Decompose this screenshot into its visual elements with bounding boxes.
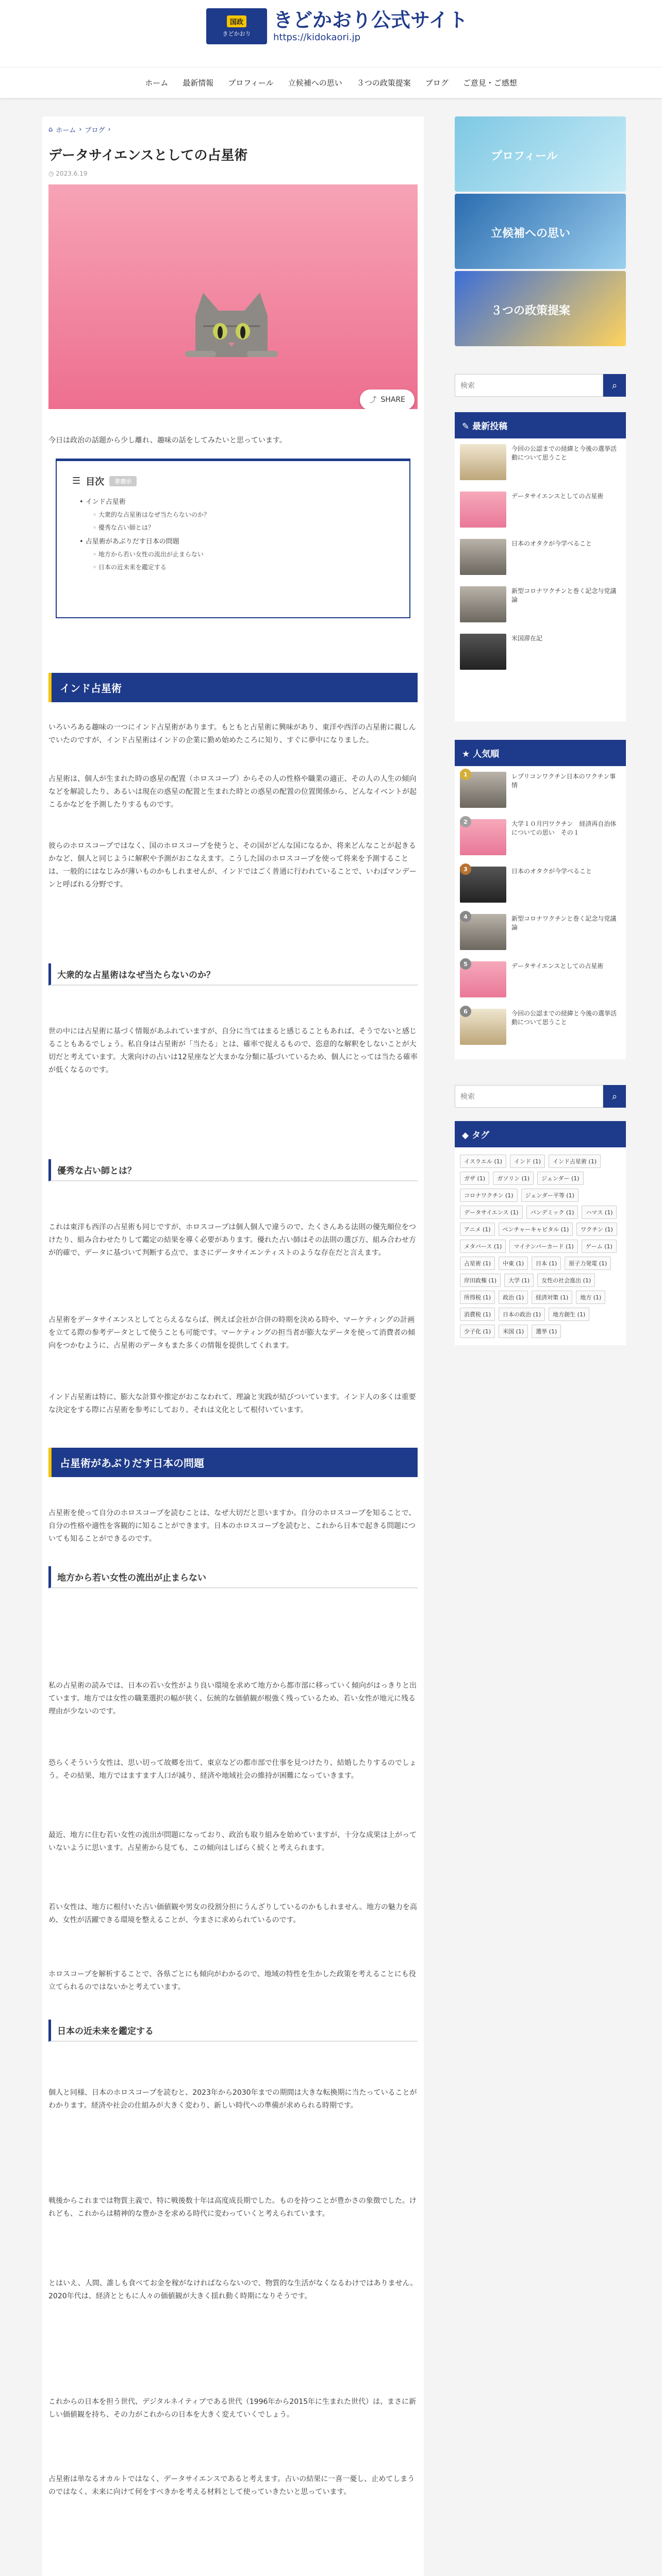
- popular-post-item[interactable]: [455, 956, 626, 1003]
- tag-link[interactable]: 大学 (1): [504, 1274, 534, 1287]
- latest-post-title[interactable]: 日本のオタクが今学べること: [511, 540, 592, 547]
- toc-item[interactable]: ◦ 日本の近未来を鑑定する: [93, 563, 167, 571]
- latest-posts-list: [455, 438, 626, 675]
- tag-link[interactable]: コロナワクチン (1): [460, 1189, 518, 1202]
- tag-link[interactable]: ジェンダー平等 (1): [521, 1189, 578, 1202]
- tag-link[interactable]: 経済対策 (1): [532, 1291, 572, 1304]
- breadcrumb: [48, 125, 418, 134]
- tag-link[interactable]: 地方創生 (1): [549, 1308, 589, 1321]
- tag-link[interactable]: 少子化 (1): [460, 1325, 495, 1338]
- paragraph: 彼らのホロスコープではなく、国のホロスコープを使うと、その国がどんな国になるか、将来どんなことが起きるかなど、個人と同じように解釈や予測がおこなえます。こうした国のホロスコープを使って将来を予測することは、一般的にはなじみが薄いものかもしれませんが、インドではごく普通に行われていることで、いわばマンデーンと呼ばれる分野です。: [48, 842, 417, 889]
- post-thumbnail: [460, 586, 506, 622]
- share-button[interactable]: [360, 389, 415, 409]
- main-content: [42, 116, 424, 2576]
- tags-title: タグ: [472, 1130, 489, 1141]
- latest-post-item[interactable]: [455, 486, 626, 533]
- paragraph: とはいえ、人間、誰しも食べてお金を稼がなければならないので、物質的な生活がなくなるわけではありません。2020年代は、経済とともに人々の価値観が大きく揺れ動く時期になりそうです。: [48, 2279, 418, 2300]
- popular-post-item[interactable]: [455, 766, 626, 814]
- popular-post-title[interactable]: 新型コロナワクチンと巻く記念与党議論: [511, 915, 617, 931]
- post-thumbnail: [460, 819, 506, 855]
- paragraph: 戦後からこれまでは物質主義で、特に戦後数十年は高度成長期でした。ものを持つことが豊かさの象徴でした。けれども、これからは精神的な豊かさを求める時代に変わっていくと考えられています。: [48, 2197, 417, 2218]
- toc-item[interactable]: • 占星術があぶりだす日本の問題: [79, 537, 179, 546]
- post-date-text: 2023.6.19: [56, 170, 88, 177]
- chevron-right-icon: ›: [108, 126, 111, 133]
- latest-post-title[interactable]: 新型コロナワクチンと巻く記念与党議論: [511, 587, 617, 603]
- tag-link[interactable]: ベンチャーキャピタル (1): [499, 1223, 573, 1236]
- pencil-icon: ✎: [462, 421, 473, 432]
- tag-link[interactable]: 地方 (1): [576, 1291, 605, 1304]
- tags-heading: [455, 1121, 626, 1147]
- search-icon: ⌕: [611, 380, 618, 391]
- paragraph: 占星術は単なるオカルトではなく、データサイエンスであると考えます。占いの結果に一喜一憂し、止めてしまうのではなく、未来に向けて何をすべきかを考える材料として使っていきたいと思っています。: [48, 2475, 415, 2496]
- nav-profile[interactable]: プロフィール: [228, 78, 274, 88]
- popular-post-title[interactable]: データサイエンスとしての占星術: [511, 962, 604, 970]
- rank-badge: 6: [460, 1006, 471, 1017]
- tag-link[interactable]: 政治 (1): [499, 1291, 528, 1304]
- popular-post-title[interactable]: 今回の公認までの経緯と今後の選挙活動について思うこと: [511, 1010, 617, 1026]
- tag-link[interactable]: 所得税 (1): [460, 1291, 495, 1304]
- nav-contact[interactable]: ご意見・ご感想: [462, 78, 517, 88]
- latest-post-item[interactable]: [455, 438, 626, 486]
- tag-link[interactable]: 原子力発電 (1): [565, 1257, 611, 1270]
- chevron-right-icon: ›: [79, 126, 82, 133]
- post-intro: 今日は政治の話題から少し離れ、趣味の話をしてみたいと思っています。: [48, 436, 287, 445]
- tag-link[interactable]: ガソリン (1): [493, 1172, 534, 1185]
- popular-post-item[interactable]: [455, 1003, 626, 1050]
- subsection-heading: 日本の近未来を鑑定する: [48, 2020, 418, 2042]
- banner-candidacy[interactable]: [455, 194, 626, 269]
- tag-link[interactable]: インド占星術 (1): [549, 1155, 601, 1168]
- tag-link[interactable]: 中東 (1): [499, 1257, 528, 1270]
- tag-icon: ◆: [462, 1130, 472, 1141]
- tag-link[interactable]: 米国 (1): [499, 1325, 528, 1338]
- post-thumbnail: [460, 1009, 506, 1045]
- toc-header: [72, 474, 394, 488]
- global-nav: [0, 67, 662, 98]
- tag-link[interactable]: メタバース (1): [460, 1240, 506, 1253]
- post-thumbnail: [460, 492, 506, 528]
- popular-posts-heading: [455, 740, 626, 766]
- paragraph: これからの日本を担う世代、デジタルネイティブである世代（1996年から2015年に生まれた世代）は、まさに新しい価値観を持ち、その力がこれからの日本を大きく変えていくでしょう。: [48, 2398, 417, 2419]
- tag-link[interactable]: ハマス (1): [582, 1206, 617, 1219]
- toc-item[interactable]: • インド占星術: [79, 498, 126, 506]
- paragraph: 世の中には占星術に基づく情報があふれていますが、自分に当てはまると感じることもあれば、そうでないと感じることもあるでしょう。私自身は占星術が「当たる」とは、確率で捉えるもので、恣意的な解釈をしないことが大切だと考えています。大衆向けの占いは12星座など大まかな分類に基づいているため、個人にとっては当たる確率が低くなるのです。: [48, 1027, 418, 1074]
- breadcrumb-home[interactable]: ホーム: [56, 127, 76, 134]
- nav-news[interactable]: 最新情報: [183, 78, 214, 88]
- post-thumbnail: [460, 539, 506, 575]
- nav-blog[interactable]: ブログ: [425, 78, 449, 88]
- post-thumbnail: [460, 444, 506, 480]
- banner-profile-label: プロフィール: [491, 150, 558, 163]
- share-button-label: SHARE: [380, 396, 405, 404]
- rank-badge: 2: [460, 816, 471, 827]
- logo-badge-name: きどかおり: [222, 30, 251, 37]
- site-header: [0, 0, 662, 67]
- post-date: [48, 170, 418, 177]
- star-icon: ★: [462, 749, 473, 759]
- popular-posts-widget: [455, 740, 626, 1059]
- paragraph: 占星術は、個人が生まれた時の惑星の配置（ホロスコープ）からその人の性格や職業の適正、その人の人生の傾向などを解読したり、あるいは現在の惑星の配置と生まれた時との惑星の配置の位置関係から、どんなイベントが起こるかなどを予測したりするものです。: [48, 775, 417, 809]
- sidebar-search: [455, 374, 626, 397]
- latest-posts-title: 最新投稿: [472, 421, 508, 432]
- nav-policy[interactable]: ３つの政策提案: [356, 78, 411, 88]
- paragraph: 若い女性は、地方に根付いた古い価値観や男女の役割分担にうんざりしているのかもしれません。地方の魅力を高め、女性が活躍できる環境を整えることが、今まさに求められているのです。: [48, 1903, 417, 1924]
- popular-post-title[interactable]: 大学１０月円ワクチン 経済再自治体についての思い その１: [511, 820, 617, 836]
- subsection-heading: 大衆的な占星術はなぜ当たらないのか？: [48, 963, 418, 986]
- popular-post-title[interactable]: レプリコンワクチン日本のワクチン事情: [511, 773, 616, 789]
- cat-illustration: [180, 290, 283, 357]
- breadcrumb-current[interactable]: ブログ: [85, 127, 105, 134]
- rank-badge: 3: [460, 863, 471, 875]
- tag-link[interactable]: データサイエンス (1): [460, 1206, 523, 1219]
- popular-post-title[interactable]: 日本のオタクが今学べること: [511, 868, 592, 875]
- subsection-heading: 優秀な占い師とは？: [48, 1159, 418, 1181]
- paragraph: 私の占星術の読みでは、日本の若い女性がより良い環境を求めて地方から都市部に移っていく傾向がはっきりと出ています。地方では女性の職業選択の幅が狭く、伝統的な価値観が根強く残っているため、若い女性が地元に残る理由が少ないのです。: [48, 1682, 417, 1716]
- logo-badge: [206, 8, 267, 44]
- tag-link[interactable]: インド (1): [510, 1155, 545, 1168]
- toc-item[interactable]: ◦ 優秀な占い師とは？: [93, 523, 154, 531]
- paragraph: 個人と同様、日本のホロスコープを読むと、2023年から2030年までの期間は大きな転換期に当たっていることがわかります。経済や社会の仕組みが大きく変わり、新しい時代への準備が求められる時期です。: [48, 2089, 417, 2110]
- search-button[interactable]: [603, 374, 626, 397]
- rank-badge: 5: [460, 958, 471, 970]
- paragraph: いろいろある趣味の一つにインド占星術があります。もともと占星術に興味があり、東洋や西洋の占星術に親しんでいたのですが、インド占星術はインドの企業に勤め始めたころに知り、すぐに夢中になりました。: [48, 723, 416, 744]
- clock-icon: ◷: [48, 170, 56, 177]
- toc-toggle-button[interactable]: 非表示: [109, 476, 137, 486]
- search-button-2[interactable]: [603, 1085, 626, 1108]
- popular-posts-list: [455, 766, 626, 1050]
- logo-badge-top: 国政: [227, 15, 246, 27]
- paragraph: 最近、地方に住む若い女性の流出が問題になっており、政治も取り組みを始めていますが、十分な成果は上がっていないように思います。占星術から見ても、この傾向はしばらく続くと考えられます。: [48, 1831, 417, 1852]
- tag-link[interactable]: パンデミック (1): [526, 1206, 578, 1219]
- latest-post-title[interactable]: 今回の公認までの経緯と今後の選挙活動について思うこと: [511, 445, 617, 461]
- rank-badge: 4: [460, 911, 471, 922]
- tag-cloud: [455, 1147, 626, 1345]
- post-thumbnail: [460, 961, 506, 997]
- rank-badge: 1: [460, 769, 471, 780]
- paragraph: 占星術を使って自分のホロスコープを読むことは、なぜ大切だと思いますか。自分のホロスコープを知ることで、自分の性格や適性を客観的に知ることができます。日本のホロスコープを読むと、これから日本で起きる問題についても知ることができるのです。: [48, 1509, 416, 1543]
- tag-link[interactable]: ガザ (1): [460, 1172, 489, 1185]
- tag-link[interactable]: 消費税 (1): [460, 1308, 495, 1321]
- tag-link[interactable]: イスラエル (1): [460, 1155, 506, 1168]
- banner-candidacy-label: 立候補への思い: [491, 227, 571, 240]
- banner-policy[interactable]: [455, 271, 626, 346]
- nav-home[interactable]: ホーム: [145, 78, 169, 88]
- section-heading: 占星術があぶりだす日本の問題: [48, 1448, 418, 1477]
- tag-link[interactable]: 女性の社会進出 (1): [537, 1274, 595, 1287]
- section-heading: インド占星術: [48, 673, 418, 702]
- popular-post-item[interactable]: [455, 814, 626, 861]
- popular-post-item[interactable]: [455, 908, 626, 956]
- latest-post-title[interactable]: データサイエンスとしての占星術: [511, 493, 604, 500]
- tag-link[interactable]: アニメ (1): [460, 1223, 495, 1236]
- latest-post-item[interactable]: [455, 581, 626, 628]
- post-thumbnail: [460, 634, 506, 670]
- latest-posts-heading: [455, 412, 626, 438]
- tags-widget: [455, 1121, 626, 1345]
- nav-candidacy[interactable]: 立候補への思い: [288, 78, 342, 88]
- tag-link[interactable]: 岸田政権 (1): [460, 1274, 501, 1287]
- sidebar-search-2: [455, 1085, 626, 1108]
- paragraph: インド占星術は特に、膨大な計算や推定がおこなわれて、理論と実践が結びついています。インド人の多くは重要な決定をする際に占星術を参考にしており、それは文化として根付いています。: [48, 1393, 416, 1414]
- search-icon: ⌕: [611, 1091, 618, 1101]
- list-icon: ☰: [72, 476, 81, 487]
- paragraph: ホロスコープを解析することで、各県ごとにも傾向がわかるので、地域の特性を生かした政策を考えることにも役立てられるのではないかと考えています。: [48, 1970, 416, 1991]
- paragraph: 占星術をデータサイエンスとしてとらえるならば、例えば会社が合併の時期を決める時や、マーケティングの計画を立てる際の参考データとして使うことも可能です。マーケティングの担当者が膨大なデータを使って消費者の傾向をつかむように、占星術のデータもまた多くの情報を提供してくれます。: [48, 1316, 416, 1350]
- post-thumbnail: [460, 914, 506, 950]
- site-title[interactable]: きどかおり公式サイト: [273, 8, 468, 31]
- search-input-2[interactable]: [455, 1085, 603, 1108]
- latest-posts-widget: [455, 412, 626, 721]
- popular-post-item[interactable]: [455, 861, 626, 908]
- tag-link[interactable]: ゲーム (1): [582, 1240, 617, 1253]
- toc-item[interactable]: ◦ 地方から若い女性の流出が止まらない: [93, 550, 204, 558]
- post-title: データサイエンスとしての占星術: [48, 148, 248, 163]
- table-of-contents: [56, 459, 410, 618]
- tag-link[interactable]: ワクチン (1): [576, 1223, 617, 1236]
- site-logo[interactable]: [206, 8, 468, 44]
- home-icon: ⌂: [48, 126, 53, 133]
- share-icon: ⤴: [369, 396, 377, 404]
- latest-post-item[interactable]: [455, 533, 626, 581]
- tag-link[interactable]: 日本 (1): [532, 1257, 561, 1270]
- latest-post-title[interactable]: 米国滞在記: [511, 635, 543, 642]
- banner-policy-label: ３つの政策提案: [491, 304, 571, 317]
- search-input[interactable]: [455, 374, 603, 397]
- toc-list: [72, 496, 394, 571]
- paragraph: 恐らくそういう女性は、思い切って故郷を出て、東京などの都市部で仕事を見つけたり、結婚したりするのでしょう。その結果、地方ではますます人口が減り、経済や地域社会の維持が困難になっていきます。: [48, 1759, 417, 1780]
- tag-link[interactable]: マイナンバーカード (1): [509, 1240, 577, 1253]
- popular-posts-title: 人気順: [473, 749, 500, 759]
- toc-title: 目次: [86, 476, 105, 487]
- latest-post-item[interactable]: [455, 628, 626, 675]
- tag-link[interactable]: 占星術 (1): [460, 1257, 495, 1270]
- banner-profile[interactable]: [455, 116, 626, 192]
- sidebar: [455, 116, 626, 1335]
- paragraph: これは東洋も西洋の占星術も同じですが、ホロスコープは個人個人で違うので、たくさんある法則の優先順位をつけたり、組み合わせたりして鑑定の結果を導く必要があります。優れた占い師はその法則の選び方、組み合わせ方が的確で、データに基づいて判断する点で、まさにデータサイエンティストのような存在だと言えます。: [48, 1223, 417, 1257]
- toc-item[interactable]: ◦ 大衆的な占星術はなぜ当たらないのか？: [93, 511, 210, 518]
- site-url: https://kidokaori.jp: [273, 32, 361, 43]
- tag-link[interactable]: ジェンダー (1): [537, 1172, 583, 1185]
- post-thumbnail: [460, 867, 506, 903]
- post-thumbnail: [460, 772, 506, 808]
- tag-link[interactable]: 日本の政治 (1): [499, 1308, 545, 1321]
- subsection-heading: 地方から若い女性の流出が止まらない: [48, 1566, 418, 1588]
- tag-link[interactable]: 選挙 (1): [532, 1325, 561, 1338]
- eyecatch-image: [48, 184, 418, 409]
